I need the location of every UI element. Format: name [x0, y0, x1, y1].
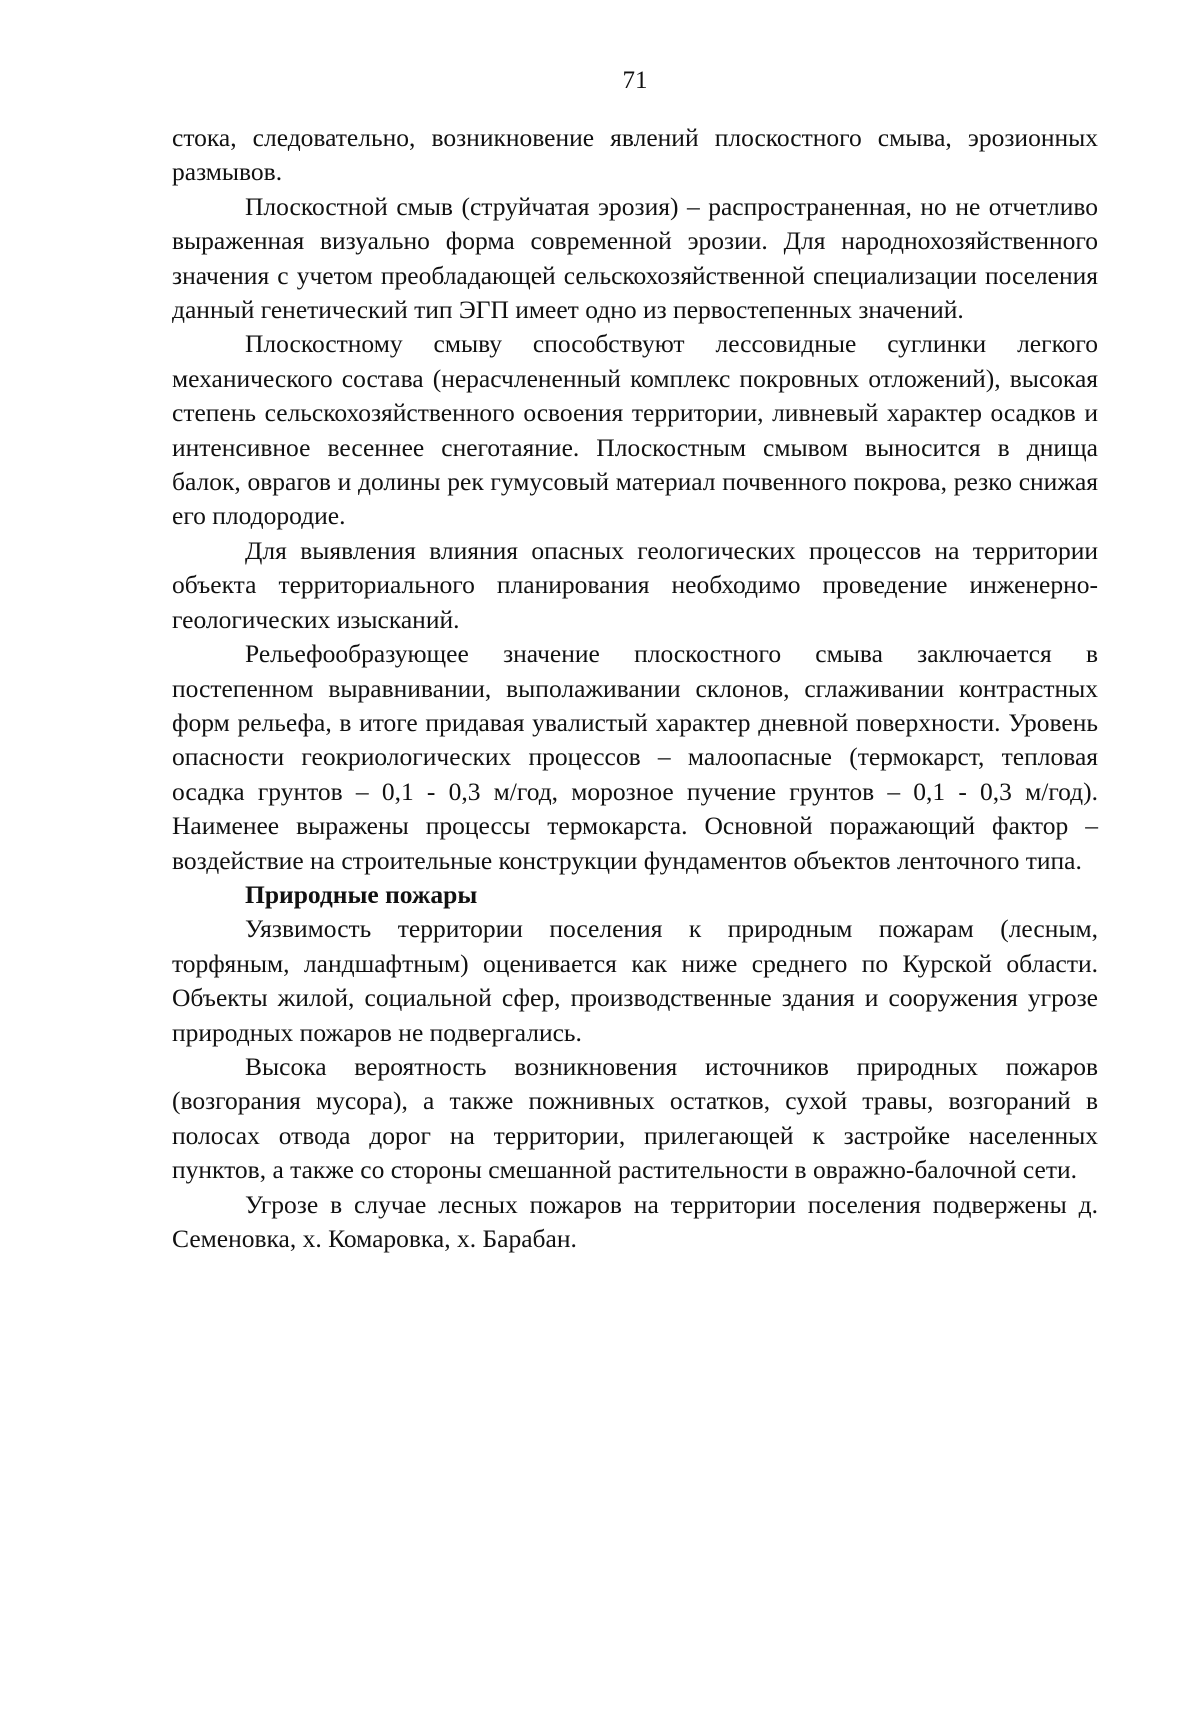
page-number: 71 [622, 67, 648, 94]
paragraph: Угрозе в случае лесных пожаров на территории поселения подвержены д. Семеновка, х. Комаровка, х. Барабан. [172, 1189, 1098, 1253]
paragraph: Для выявления влияния опасных геологических процессов на территории объекта территориального планирования необходимо проведение инженерно-геологических изысканий. [172, 535, 1098, 634]
paragraph: стока, следовательно, возникновение явлений плоскостного смыва, эрозионных размывов. [172, 123, 1098, 187]
section-heading: Природные пожары [245, 879, 478, 909]
paragraph: Рельефообразующее значение плоскостного смыва заключается в постепенном выравнивании, выполаживании склонов, сглаживании контрастных форм рельефа, в итоге придавая увалистый характер дневной поверхности. Уровень опасности геокриологических процессов – малоопасные (термокарст, тепловая осадка грунтов – 0,1 - 0,3 м/год, морозное пучение грунтов – 0,1 - 0,3 м/год). Наименее выражены процессы термокарста. Основной поражающий фактор – воздействие на строительные конструкции фундаментов объектов ленточного типа. [172, 639, 1098, 875]
paragraph: Плоскостному смыву способствуют лессовидные суглинки легкого механического состава (нерасчлененный комплекс покровных отложений), высокая степень сельскохозяйственного освоения территории, ливневый характер осадков и интенсивное весеннее снеготаяние. Плоскостным смывом выносится в днища балок, оврагов и долины рек гумусовый материал почвенного покрова, резко снижая его плодородие. [172, 329, 1098, 531]
paragraph: Высока вероятность возникновения источников природных пожаров (возгорания мусора), а также пожнивных остатков, сухой травы, возгораний в полосах отвода дорог на территории, прилегающей к застройке населенных пунктов, а также со стороны смешанной растительности в овражно-балочной сети. [172, 1051, 1098, 1185]
paragraph: Плоскостной смыв (струйчатая эрозия) – распространенная, но не отчетливо выраженная визуально форма современной эрозии. Для народнохозяйственного значения с учетом преобладающей сельскохозяйственной специализации поселения данный генетический тип ЭГП имеет одно из первостепенных значений. [172, 191, 1098, 325]
paragraph: Уязвимость территории поселения к природным пожарам (лесным, торфяным, ландшафтным) оценивается как ниже среднего по Курской области. Объекты жилой, социальной сфер, производственные здания и сооружения угрозе природных пожаров не подвергались. [172, 914, 1098, 1047]
document-body [172, 121, 1098, 1256]
